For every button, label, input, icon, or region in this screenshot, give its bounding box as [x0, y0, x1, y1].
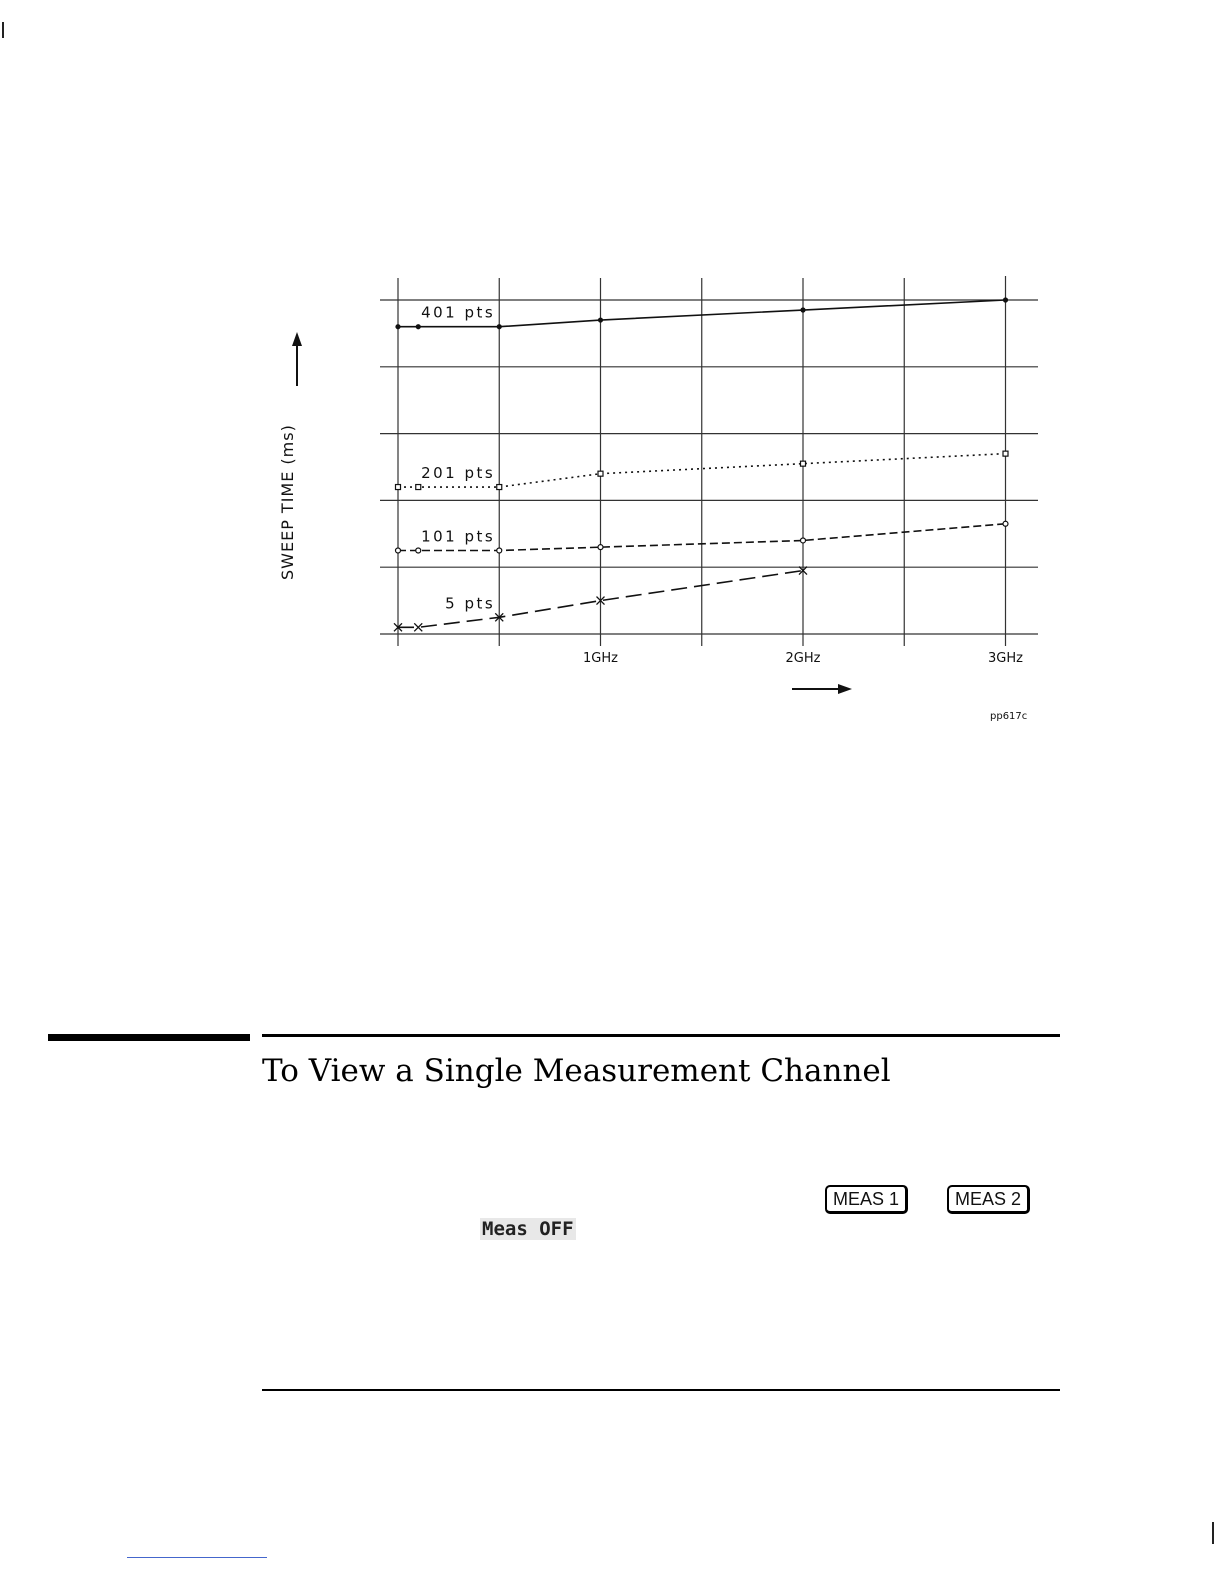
series-label: 201 pts — [421, 464, 496, 483]
data-point — [497, 324, 502, 329]
data-point — [396, 485, 401, 490]
data-point — [598, 471, 603, 476]
data-point — [416, 485, 421, 490]
chart-grid — [380, 276, 1038, 646]
data-point — [1003, 521, 1008, 526]
data-point — [396, 548, 401, 553]
data-point — [1003, 297, 1008, 302]
data-point — [800, 307, 805, 312]
data-point — [395, 324, 400, 329]
meas-off-softkey[interactable]: Meas OFF — [482, 1218, 574, 1240]
series-label: 101 pts — [421, 527, 496, 546]
data-point — [1003, 451, 1008, 456]
x-tick-label: 3GHz — [988, 651, 1023, 666]
footer-link-underline — [127, 1557, 267, 1558]
series-label: 401 pts — [421, 303, 496, 322]
section-title: To View a Single Measurement Channel — [262, 1053, 891, 1089]
series-label: 5 pts — [445, 594, 496, 613]
bottom-rule — [262, 1389, 1060, 1391]
data-point — [801, 538, 806, 543]
section-bar-thick — [48, 1034, 250, 1041]
data-point — [801, 461, 806, 466]
y-axis-title: SWEEP TIME (ms) — [278, 424, 297, 580]
page-edge-mark-bottom — [1212, 1522, 1214, 1544]
data-point — [598, 317, 603, 322]
chart-labels — [421, 304, 1023, 666]
x-axis-arrow-head — [838, 684, 852, 694]
x-tick-label: 1GHz — [583, 651, 618, 666]
y-axis-arrow-head — [292, 332, 302, 346]
data-point — [416, 324, 421, 329]
figure-id: pp617c — [990, 711, 1028, 722]
meas-2-key[interactable]: MEAS 2 — [947, 1185, 1030, 1214]
data-point — [497, 548, 502, 553]
meas-1-key[interactable]: MEAS 1 — [825, 1185, 908, 1214]
data-point — [497, 485, 502, 490]
sweep-time-chart — [0, 0, 1224, 760]
x-tick-label: 2GHz — [785, 651, 821, 666]
section-bar-thin — [262, 1034, 1060, 1037]
data-point — [416, 548, 421, 553]
chart-arrows — [292, 332, 852, 694]
data-point — [598, 545, 603, 550]
